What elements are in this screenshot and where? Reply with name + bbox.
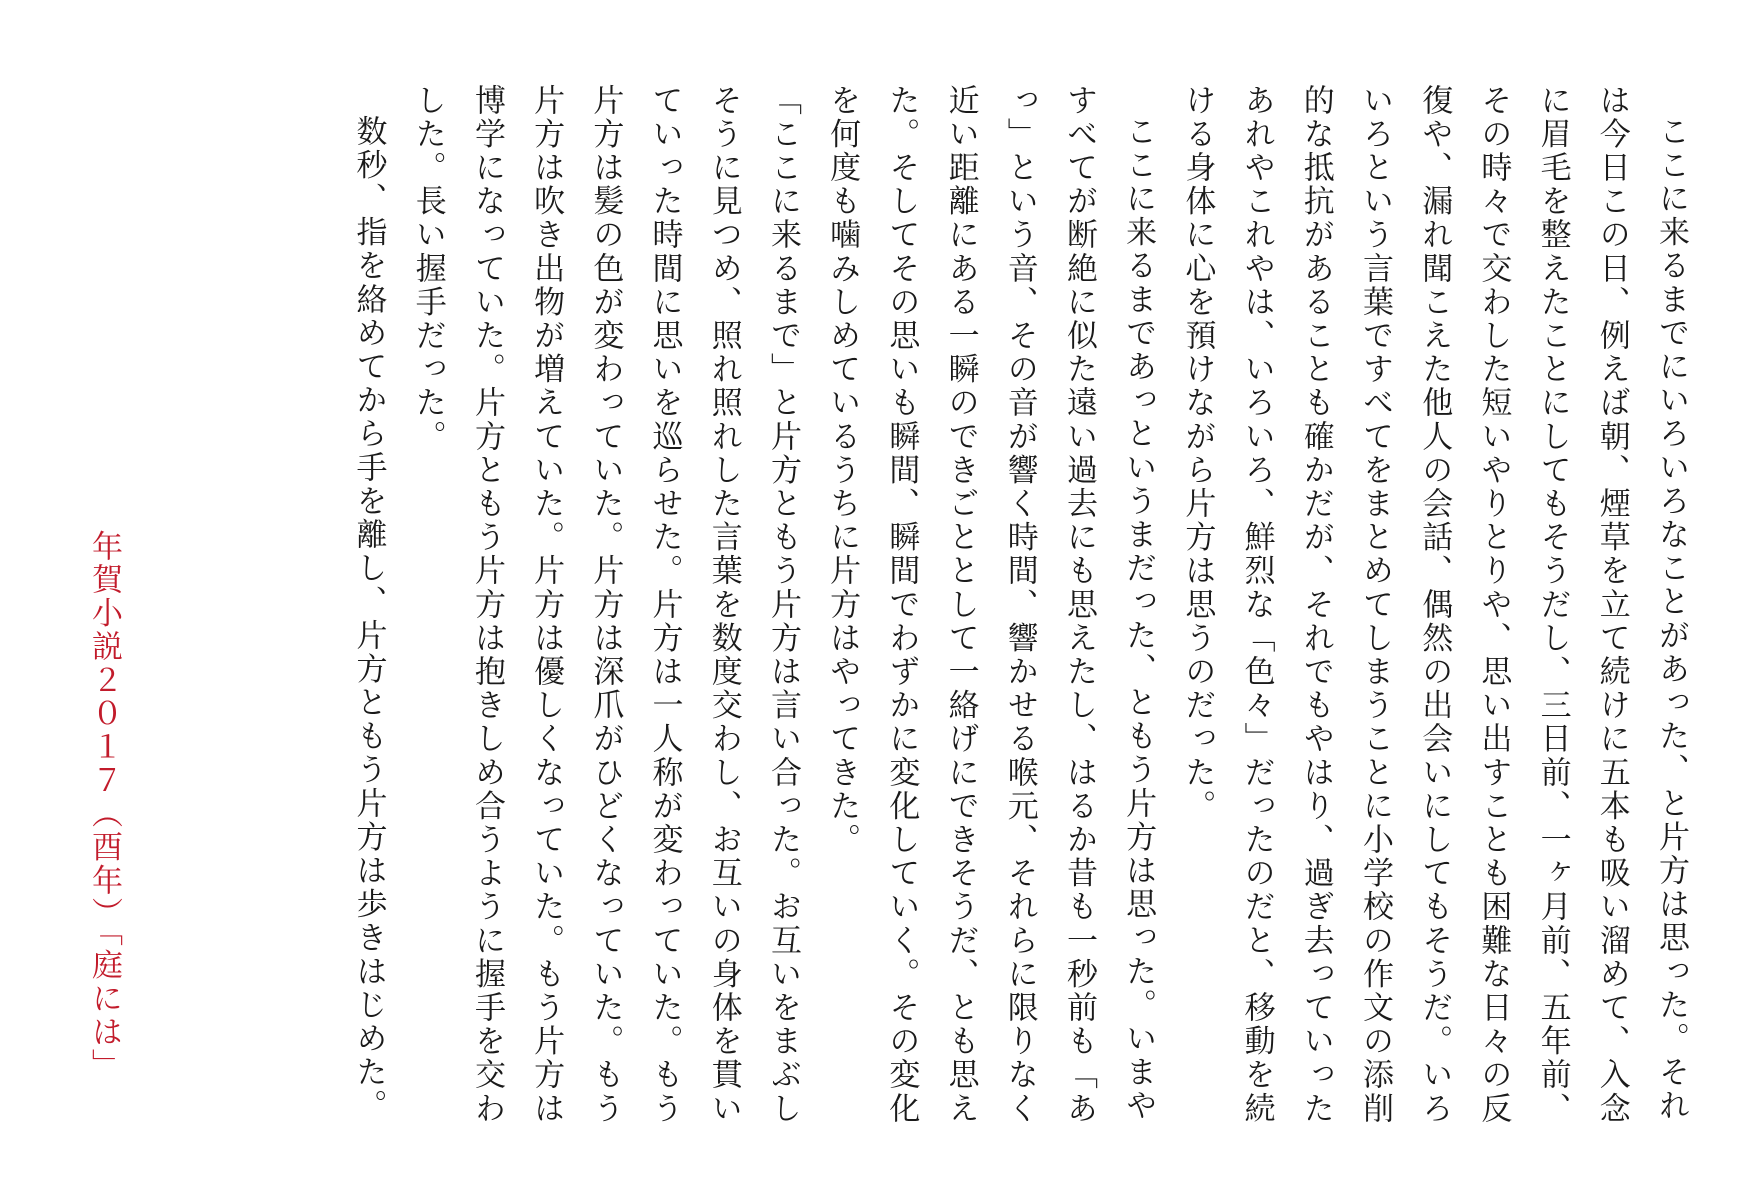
paragraph-3: 「ここに来るまで」と片方ともう片方は言い合った。お互いをまぶしそうに見つめ、照れ照れした言葉を数度交わし、お互いの身体を貫いていった時間に思いを巡らせた。片方は一人称が変わっていた。もう片方は髪の色が変わっていた。片方は深爪がひどくなっていた。もう片方は吹き出物が増えていた。片方は優しくなっていた。もう片方は博学になっていた。片方ともう片方は抱きしめ合うように握手を交わした。長い握手だった。 xyxy=(409,84,801,1126)
novel-text-block xyxy=(338,84,1700,1144)
story-title-credit: 年賀小説２０１７（酉年）「庭には」 xyxy=(86,530,122,1083)
paragraph-1: ここに来るまでにいろいろなことがあった、と片方は思った。それは今日この日、例えば朝、煙草を立て続けに五本も吸い溜めて、入念に眉毛を整えたことにしてもそうだし、三日前、一ヶ月前、五年前、その時々で交わした短いやりとりや、思い出すことも困難な日々の反復や、漏れ聞こえた他人の会話、偶然の出会いにしてもそうだ。いろいろという言葉ですべてをまとめてしまうことに小学校の作文の添削的な抵抗があることも確かだが、それでもやはり、過ぎ去っていったあれやこれやは、いろいろ、鮮烈な「色々」だったのだと、移動を続ける身体に心を預けながら片方は思うのだった。 xyxy=(1179,84,1689,1126)
paragraph-2: ここに来るまであっというまだった、ともう片方は思った。いまやすべてが断絶に似た遠い過去にも思えたし、はるか昔も一秒前も「あっ」という音、その音が響く時間、響かせる喉元、それらに限りなく近い距離にある一瞬のできごととして一絡げにできそうだ、とも思えた。そしてその思いも瞬間、瞬間でわずかに変化していく。その変化を何度も噛みしめているうちに片方はやってきた。 xyxy=(824,84,1157,1126)
paragraph-4: 数秒、指を絡めてから手を離し、片方ともう片方は歩きはじめた。 xyxy=(350,115,387,1123)
